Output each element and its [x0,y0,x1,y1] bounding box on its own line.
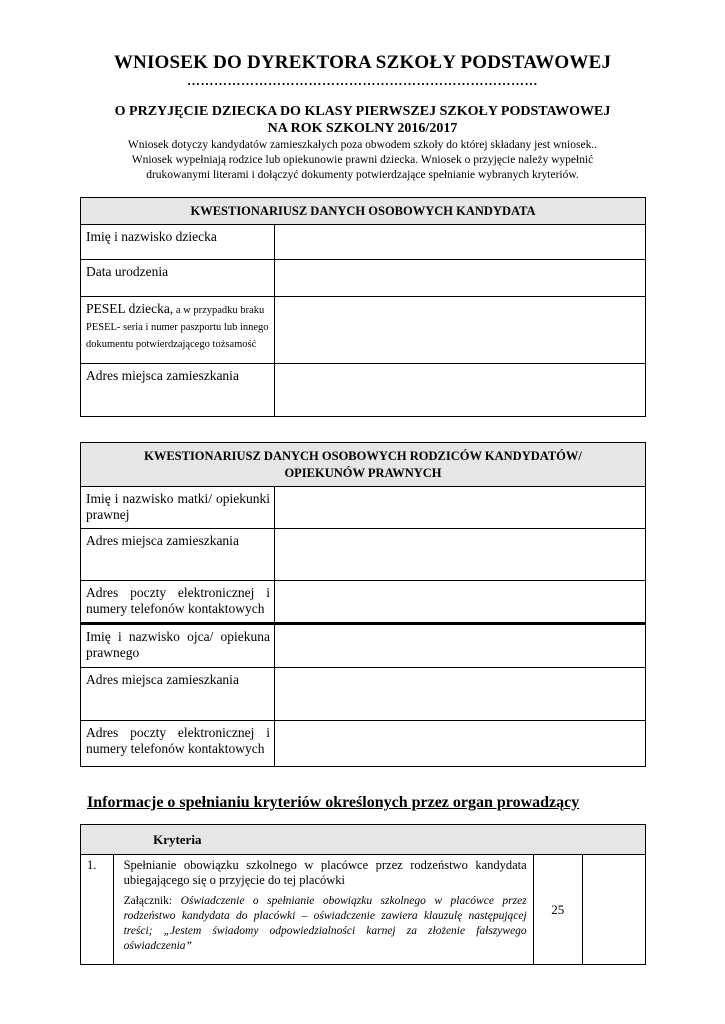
table-row [81,364,646,417]
father-address-field[interactable] [275,668,646,721]
criterion-check-field[interactable] [582,855,645,965]
pesel-label-main: PESEL dziecka, [86,301,174,316]
form-subtitle [0,103,725,137]
mother-name-label: Imię i nazwisko matki/ opiekunki prawnej [81,487,275,529]
father-address-label: Adres miejsca zamieszkania [81,668,275,721]
birth-date-field[interactable] [275,260,646,297]
candidate-name-label: Imię i nazwisko dziecka [81,225,275,260]
parents-heading-line-1: KWESTIONARIUSZ DANYCH OSOBOWYCH RODZICÓW KANDYDATÓW/ [144,448,582,463]
table-row [81,487,646,529]
table-row [81,529,646,581]
form-title: WNIOSEK DO DYREKTORA SZKOŁY PODSTAWOWEJ [113,52,612,73]
table-row [81,297,646,364]
pesel-label [81,297,275,364]
candidate-address-label: Adres miejsca zamieszkania [81,364,275,417]
criteria-column-header: Kryteria [113,825,645,855]
table-row [81,624,646,668]
candidate-table [80,197,646,417]
birth-date-label: Data urodzenia [81,260,275,297]
pesel-label-note: a w przypadku braku PESEL- seria i numer paszportu lub innego dokumentu potwierdzającego tożsamość [86,305,269,350]
table-row [81,721,646,767]
candidate-name-field[interactable] [275,225,646,260]
attachment-prefix: Załącznik: [123,895,181,907]
table-row [81,225,646,260]
mother-contact-field[interactable] [275,581,646,624]
intro-line-2: Wniosek wypełniają rodzice lub opiekunowie prawni dziecka. Wniosek o przyjęcie należy wypełnić [131,154,594,166]
father-name-field[interactable] [275,624,646,668]
subtitle-line-2: NA ROK SZKOLNY 2016/2017 [267,121,458,136]
father-contact-label: Adres poczty elektronicznej i numery telefonów kontaktowych [81,721,275,767]
criterion-points: 25 [533,855,582,965]
mother-contact-label: Adres poczty elektronicznej i numery telefonów kontaktowych [81,581,275,624]
criterion-attachment [114,888,533,954]
mother-name-field[interactable] [275,487,646,529]
intro-line-3: drukowanymi literami i dołączyć dokumenty potwierdzające spełnianie wybranych kryteriów. [146,169,579,181]
criterion-description [113,855,533,965]
parents-table-heading [81,443,646,487]
parents-heading-line-2: OPIEKUNÓW PRAWNYCH [284,465,442,480]
candidate-table-heading: KWESTIONARIUSZ DANYCH OSOBOWYCH KANDYDATA [81,198,646,225]
form-intro [0,138,725,183]
table-row [81,260,646,297]
attachment-text: Oświadczenie o spełnianie obowiązku szkolnego w placówce przez rodzeństwo kandydata do placówki – oświadczenie zawiera klauzulę następującej treści; „Jestem świadomy odpowiedzialności karnej za złożenie fałszywego oświadczenia” [123,895,527,952]
criteria-section-heading: Informacje o spełnianiu kryteriów określonych przez organ prowadzący [87,794,580,811]
table-row [81,668,646,721]
criterion-number: 1. [81,855,114,965]
school-name-dots: …………………………………………………………………… [187,73,538,88]
mother-address-field[interactable] [275,529,646,581]
father-contact-field[interactable] [275,721,646,767]
parents-table [80,442,646,767]
table-row [81,581,646,624]
pesel-field[interactable] [275,297,646,364]
father-name-label: Imię i nazwisko ojca/ opiekuna prawnego [81,624,275,668]
table-row [81,855,646,965]
mother-address-label: Adres miejsca zamieszkania [81,529,275,581]
criterion-text: Spełnianie obowiązku szkolnego w placówce przez rodzeństwo kandydata ubiegającego się o przyjęcie do tej placówki [123,858,527,887]
candidate-address-field[interactable] [275,364,646,417]
intro-line-1: Wniosek dotyczy kandydatów zamieszkałych poza obwodem szkoły do której składany jest wniosek.. [127,139,598,151]
criteria-header-spacer [81,825,114,855]
criteria-table [80,824,646,965]
subtitle-line-1: O PRZYJĘCIE DZIECKA DO KLASY PIERWSZEJ SZKOŁY PODSTAWOWEJ [114,104,611,119]
